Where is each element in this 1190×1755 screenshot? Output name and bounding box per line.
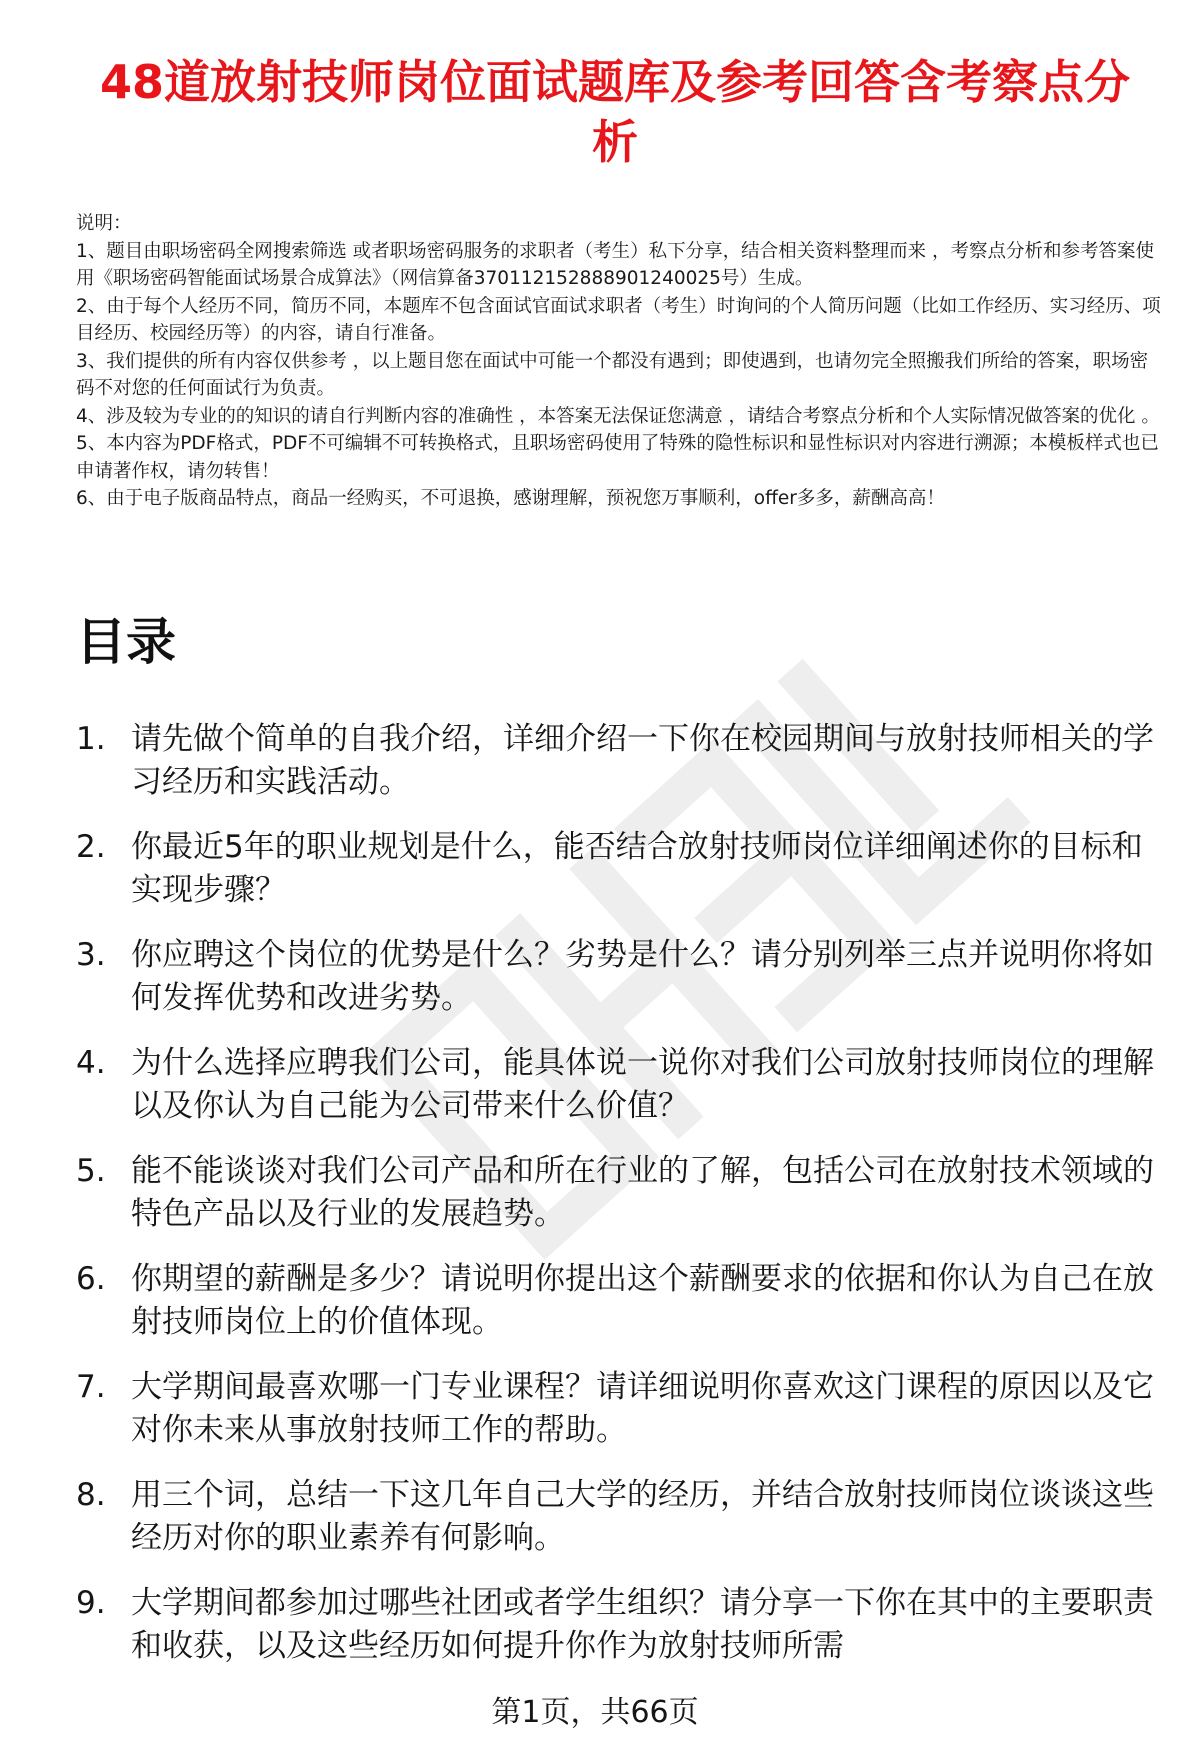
toc-list [76, 718, 1166, 1690]
note-item: 2、由于每个人经历不同，简历不同，本题库不包含面试官面试求职者（考生）时询问的个人简历问题（比如工作经历、实习经历、项目经历、校园经历等）的内容，请自行准备。 [76, 295, 1161, 344]
toc-item-text: 你最近5年的职业规划是什么，能否结合放射技师岗位详细阐述你的目标和实现步骤？ [131, 829, 1143, 908]
toc-item[interactable] [76, 1582, 1166, 1668]
toc-heading: 目录 [76, 613, 176, 671]
toc-item-text: 你期望的薪酬是多少？请说明你提出这个薪酬要求的依据和你认为自己在放射技师岗位上的价值体现。 [131, 1261, 1154, 1340]
page-footer: 第1页，共66页 [491, 1695, 699, 1730]
toc-item-number: 7. [76, 1369, 106, 1405]
toc-item[interactable] [76, 1258, 1166, 1344]
toc-item-number: 8. [76, 1477, 106, 1513]
toc-item[interactable] [76, 1474, 1166, 1560]
toc-item-number: 5. [76, 1153, 106, 1189]
toc-item-text: 为什么选择应聘我们公司，能具体说一说你对我们公司放射技师岗位的理解以及你认为自己能为公司带来什么价值？ [131, 1045, 1154, 1124]
note-item: 4、涉及较为专业的的知识的请自行判断内容的准确性 ，本答案无法保证您满意 ，请结合考察点分析和个人实际情况做答案的优化 。 [76, 405, 1160, 427]
toc-item-text: 大学期间最喜欢哪一门专业课程？请详细说明你喜欢这门课程的原因以及它对你未来从事放射技师工作的帮助。 [131, 1369, 1154, 1448]
toc-item-number: 2. [76, 829, 106, 865]
note-item: 5、本内容为PDF格式，PDF不可编辑不可转换格式，且职场密码使用了特殊的隐性标识和显性标识对内容进行溯源；本模板样式也已申请著作权，请勿转售！ [76, 433, 1159, 482]
toc-item[interactable] [76, 934, 1166, 1020]
notes-section [76, 210, 1166, 513]
toc-item[interactable] [76, 1150, 1166, 1236]
toc-item[interactable] [76, 1042, 1166, 1128]
toc-item-text: 用三个词，总结一下这几年自己大学的经历，并结合放射技师岗位谈谈这些经历对你的职业素养有何影响。 [131, 1477, 1154, 1556]
toc-item-text: 你应聘这个岗位的优势是什么？劣势是什么？请分别列举三点并说明你将如何发挥优势和改进劣势。 [131, 937, 1154, 1016]
toc-item[interactable] [76, 826, 1166, 912]
toc-item-number: 9. [76, 1585, 106, 1621]
toc-item[interactable] [76, 1366, 1166, 1452]
notes-heading: 说明： [76, 213, 132, 234]
toc-item-number: 4. [76, 1045, 106, 1081]
document-title: 48道放射技师岗位面试题库及参考回答含考察点分析 [99, 55, 1130, 169]
toc-item-number: 3. [76, 937, 106, 973]
toc-item-text: 请先做个简单的自我介绍，详细介绍一下你在校园期间与放射技师相关的学习经历和实践活动。 [131, 721, 1154, 800]
toc-item-text: 大学期间都参加过哪些社团或者学生组织？请分享一下你在其中的主要职责和收获，以及这些经历如何提升你作为放射技师所需 [131, 1585, 1154, 1664]
note-item: 3、我们提供的所有内容仅供参考 ，以上题目您在面试中可能一个都没有遇到；即使遇到，也请勿完全照搬我们所给的答案，职场密码不对您的任何面试行为负责。 [76, 350, 1149, 399]
note-item: 1、题目由职场密码全网搜索筛选 或者职场密码服务的求职者（考生）私下分享，结合相关资料整理而来 ，考察点分析和参考答案使用《职场密码智能面试场景合成算法》（网信算备370112152888901240025号）生成。 [76, 240, 1155, 289]
toc-item-number: 1. [76, 721, 106, 757]
note-item: 6、由于电子版商品特点，商品一经购买，不可退换，感谢理解，预祝您万事顺利，offer多多，薪酬高高！ [76, 488, 945, 509]
toc-item-text: 能不能谈谈对我们公司产品和所在行业的了解，包括公司在放射技术领域的特色产品以及行业的发展趋势。 [131, 1153, 1154, 1232]
toc-item-number: 6. [76, 1261, 106, 1297]
toc-item[interactable] [76, 718, 1166, 804]
